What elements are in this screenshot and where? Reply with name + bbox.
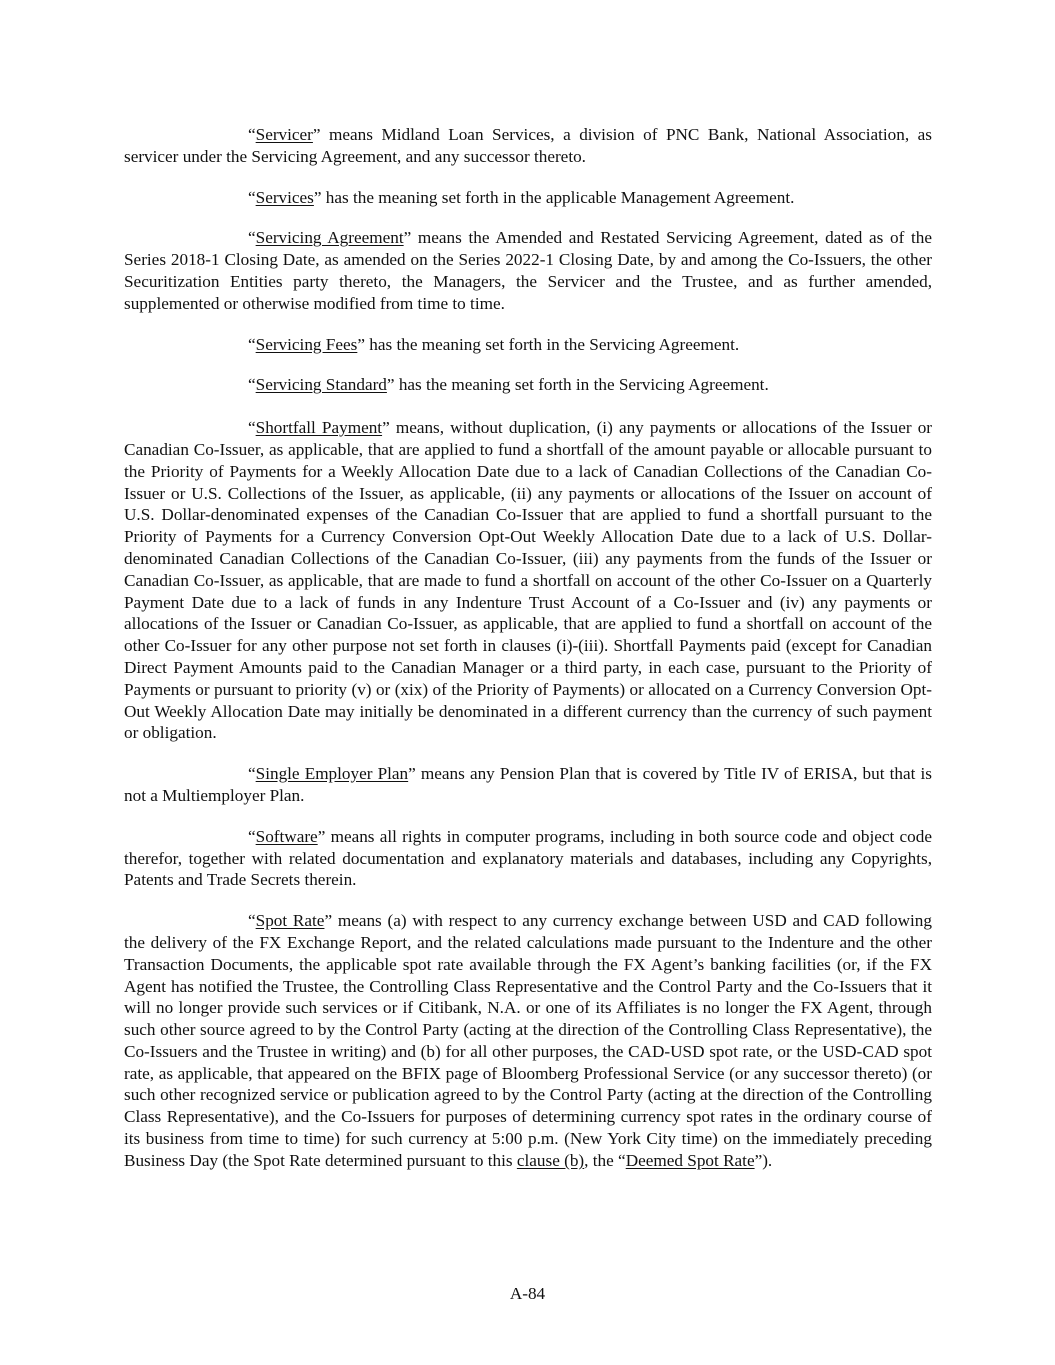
defined-term: Servicing Fees <box>255 334 358 354</box>
page-number: A-84 <box>509 1284 546 1303</box>
defined-term: Single Employer Plan <box>255 764 409 784</box>
defined-term: Services <box>255 187 314 207</box>
definition-spot-rate: “Spot Rate” means (a) with respect to any currency exchange between USD and CAD following the delivery of the FX Exchange Report, and the related calculations made pursuant to the Indenture and the other Transaction Documents, the applicable spot rate available through the FX Agent’s banking facilities (or, if the FX Agent has notified the Trustee, the Controlling Class Representative and the Control Party and the Co-Issuers that it will no longer provide such services or if Citibank, N.A. or one of its Affiliates is no longer the FX Agent, through such other source agreed to by the Control Party (acting at the direction of the Controlling Class Representative), the Co-Issuers and the Trustee in writing) and (b) for all other purposes, the CAD-USD spot rate, or the USD-CAD spot rate, as applicable, that appeared on the BFIX page of Bloomberg Professional Service (or any successor thereto) (or such other recognized service or publication agreed to by the Control Party (acting at the direction of the Controlling Class Representative), and the Co-Issuers for purposes of determining currency spot rates in the ordinary course of its business from time to time) for such currency at 5:00 p.m. (New York City time) on the immediately preceding Business Day (the Spot Rate determined pursuant to this clause (b), the “Deemed Spot Rate”). <box>124 911 932 1170</box>
definition-servicing-agreement: “Servicing Agreement” means the Amended and Restated Servicing Agreement, dated as of the Series 2018-1 Closing Date, as amended on the Series 2022-1 Closing Date, by and among the Co-Issuers, the other Securitization Entities party thereto, the Managers, the Servicer and the Trustee, and as further amended, supplemented or otherwise modified from time to time. <box>124 228 932 313</box>
definition-text-end: ”). <box>754 1150 773 1170</box>
definition-text: ” means, without duplication, (i) any payments or allocations of the Issuer or Canadian Co-Issuer, as applicable, that are applied to fund a shortfall of the amount payable or allocable pursuant to the Priority of Payments for a Weekly Allocation Date due to a lack of Canadian Collections of the Canadian Co-Issuer or U.S. Collections of the Issuer, as applicable, (ii) any payments or allocations of the Issuer on account of U.S. Dollar-denominated expenses of the Canadian Co-Issuer that are applied to fund a shortfall pursuant to the Priority of Payments for a Currency Conversion Opt-Out Weekly Allocation Date due to a lack of U.S. Dollar-denominated Canadian Collections of the Canadian Co-Issuer, (iii) any payments from the funds of the Issuer or Canadian Co-Issuer, as applicable, that are made to fund a shortfall on account of the other Co-Issuer on a Quarterly Payment Date due to a lack of funds in any Indenture Trust Account of a Co-Issuer and (iv) any payments or allocations of the Issuer or Canadian Co-Issuer, as applicable, that are applied to fund a shortfall on account of the other Co-Issuer for any other purpose not set forth in clauses (i)-(iii). Shortfall Payments paid (except for Canadian Direct Payment Amounts paid to the Canadian Manager or a third party, in each case, pursuant to the Priority of Payments or pursuant to priority (v) or (xix) of the Priority of Payments) or allocated on a Currency Conversion Opt-Out Weekly Allocation Date may initially be denominated in a different currency than the currency of such payment or obligation. <box>124 418 933 743</box>
definition-text: ” means (a) with respect to any currency exchange between USD and CAD following the delivery of the FX Exchange Report, and the related calculations made pursuant to the Indenture and the other Transaction Documents, the applicable spot rate available through the FX Agent’s banking facilities (or, if the FX Agent has notified the Trustee, the Controlling Class Representative and the Control Party and the Co-Issuers that it will no longer provide such services or if Citibank, N.A. or one of its Affiliates is no longer the FX Agent, through such other source agreed to by the Control Party (acting at the direction of the Controlling Class Representative), the Co-Issuers and the Trustee in writing) and (b) for all other purposes, the CAD-USD spot rate, or the USD-CAD spot rate, as applicable, that appeared on the BFIX page of Bloomberg Professional Service (or any successor thereto) (or such other recognized service or publication agreed to by the Control Party (acting at the direction of the Controlling Class Representative), and the Co-Issuers for purposes of determining currency spot rates in the ordinary course of its business from time to time) for such currency at 5:00 p.m. (New York City time) on the immediately preceding Business Day (the Spot Rate determined pursuant to this <box>124 911 932 1170</box>
definition-shortfall-payment: “Shortfall Payment” means, without duplication, (i) any payments or allocations of the Issuer or Canadian Co-Issuer, as applicable, that are applied to fund a shortfall of the amount payable or allocable pursuant to the Priority of Payments for a Weekly Allocation Date due to a lack of Canadian Collections of the Canadian Co-Issuer or U.S. Collections of the Issuer, as applicable, (ii) any payments or allocations of the Issuer on account of U.S. Dollar-denominated expenses of the Canadian Co-Issuer that are applied to fund a shortfall pursuant to the Priority of Payments for a Currency Conversion Opt-Out Weekly Allocation Date due to a lack of U.S. Dollar-denominated Canadian Collections of the Canadian Co-Issuer, (iii) any payments from the funds of the Issuer or Canadian Co-Issuer, as applicable, that are made to fund a shortfall on account of the other Co-Issuer on a Quarterly Payment Date due to a lack of funds in any Indenture Trust Account of a Co-Issuer and (iv) any payments or allocations of the Issuer or Canadian Co-Issuer, as applicable, that are applied to fund a shortfall on account of the other Co-Issuer for any other purpose not set forth in clauses (i)-(iii). Shortfall Payments paid (except for Canadian Direct Payment Amounts paid to the Canadian Manager or a third party, in each case, pursuant to the Priority of Payments or pursuant to priority (v) or (xix) of the Priority of Payments) or allocated on a Currency Conversion Opt-Out Weekly Allocation Date may initially be denominated in a different currency than the currency of such payment or obligation. <box>124 418 933 743</box>
definition-text: ” has the meaning set forth in the applicable Management Agreement. <box>313 187 795 207</box>
definition-text: ” means the Amended and Restated Servicing Agreement, dated as of the Series 2018-1 Closing Date, as amended on the Series 2022-1 Closing Date, by and among the Co-Issuers, the other Securitization Entities party thereto, the Managers, the Servicer and the Trustee, and as further amended, supplemented or otherwise modified from time to time. <box>124 228 932 313</box>
defined-term: Servicing Standard <box>255 375 387 395</box>
definition-text: ” means Midland Loan Services, a division of PNC Bank, National Association, as servicer under the Servicing Agreement, and any successor thereto. <box>124 125 932 166</box>
definition-text: ” means all rights in computer programs, including in both source code and object code therefor, together with related documentation and explanatory materials and databases, including any Copyrights, Patents and Trade Secrets therein. <box>124 826 932 890</box>
definition-services: “Services” has the meaning set forth in the applicable Management Agreement. <box>248 187 795 207</box>
definition-text: ” means any Pension Plan that is covered by Title IV of ERISA, but that is not a Multiemployer Plan. <box>124 764 932 805</box>
clause-reference: clause (b) <box>516 1150 585 1170</box>
definition-single-employer-plan: “Single Employer Plan” means any Pension Plan that is covered by Title IV of ERISA, but that is not a Multiemployer Plan. <box>124 764 932 805</box>
definition-text-continued: , the “ <box>584 1150 626 1170</box>
deemed-spot-rate-term: Deemed Spot Rate <box>625 1150 755 1170</box>
defined-term: Servicing Agreement <box>255 228 404 248</box>
document-page <box>124 124 932 1191</box>
defined-term: Spot Rate <box>255 911 325 931</box>
definition-servicing-fees: “Servicing Fees” has the meaning set forth in the Servicing Agreement. <box>248 334 740 354</box>
definition-servicing-standard: “Servicing Standard” has the meaning set forth in the Servicing Agreement. <box>248 375 769 395</box>
definition-text: ” has the meaning set forth in the Servicing Agreement. <box>386 375 769 395</box>
defined-term: Servicer <box>255 125 313 144</box>
definition-software: “Software” means all rights in computer programs, including in both source code and object code therefor, together with related documentation and explanatory materials and databases, including any Copyrights, Patents and Trade Secrets therein. <box>124 826 932 890</box>
definition-servicer: “Servicer” means Midland Loan Services, a division of PNC Bank, National Association, as servicer under the Servicing Agreement, and any successor thereto. <box>124 125 932 166</box>
definition-text: ” has the meaning set forth in the Servicing Agreement. <box>357 334 740 354</box>
defined-term: Software <box>255 826 318 846</box>
defined-term: Shortfall Payment <box>255 418 383 438</box>
